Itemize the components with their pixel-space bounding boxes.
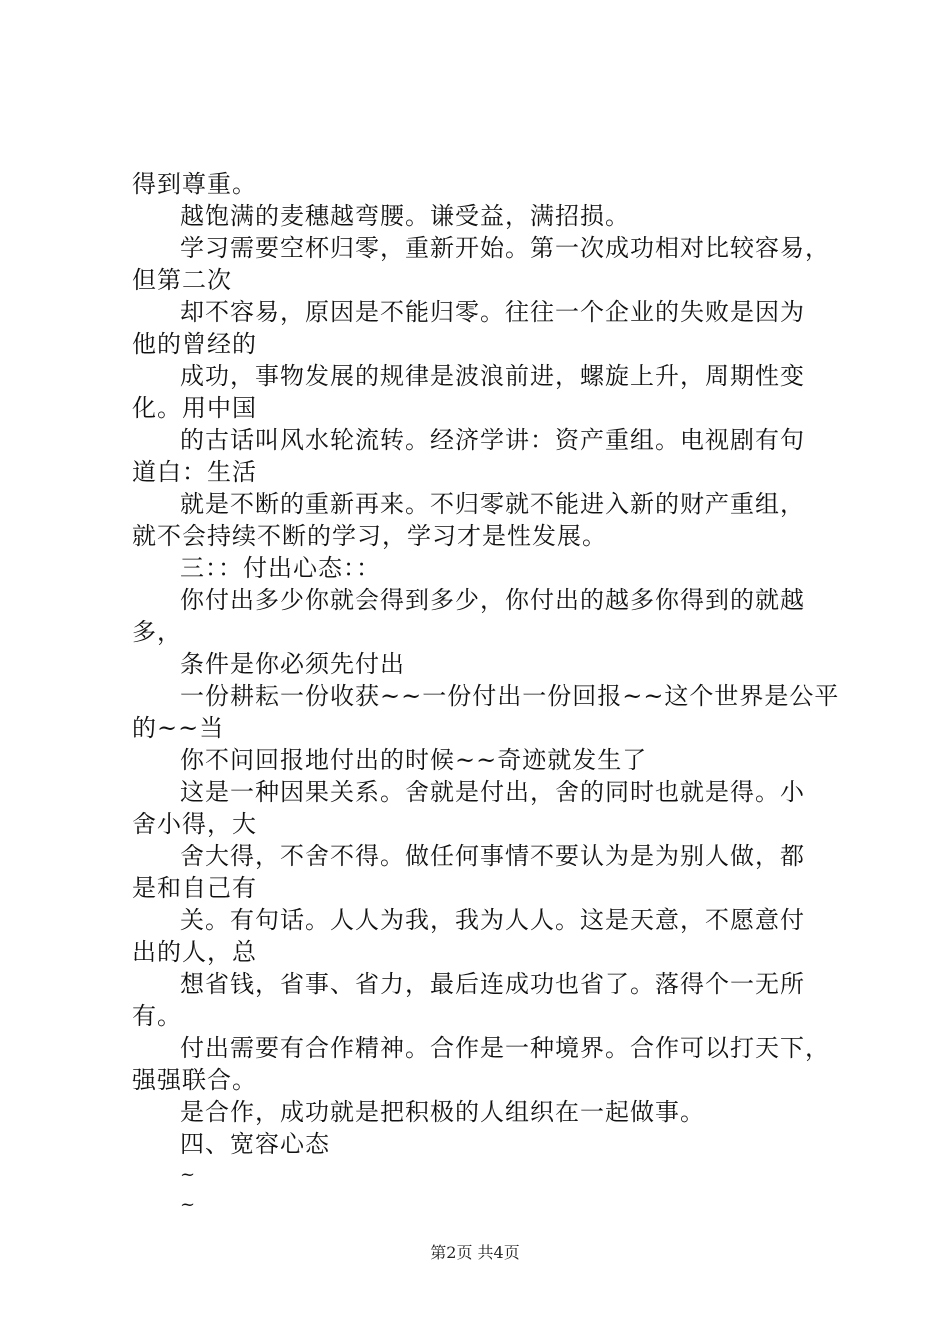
text-line: 得到尊重。	[132, 170, 257, 198]
text-line: 舍大得，不舍不得。做任何事情不要认为是为别人做，都	[180, 842, 805, 870]
text-line: 却不容易，原因是不能归零。往往一个企业的失败是因为	[180, 298, 805, 326]
text-line: 这是一种因果关系。舍就是付出，舍的同时也就是得。小	[180, 778, 805, 806]
text-line: 的~~当	[132, 714, 225, 742]
text-line: 一份耕耘一份收获~~一份付出一份回报~~这个世界是公平	[180, 682, 840, 710]
tilde-mark: ~	[180, 1194, 197, 1215]
tilde-mark: ~	[180, 1164, 197, 1185]
page-footer: 第2页 共4页	[430, 1243, 520, 1262]
text-line: 他的曾经的	[132, 330, 257, 358]
text-line: 强强联合。	[132, 1066, 257, 1094]
text-line: 是和自己有	[132, 874, 257, 902]
text-line: 想省钱，省事、省力，最后连成功也省了。落得个一无所	[180, 970, 805, 998]
text-line: 条件是你必须先付出	[180, 650, 405, 678]
document-body	[132, 168, 842, 1220]
text-line: 多，	[132, 618, 182, 646]
text-line: 付出需要有合作精神。合作是一种境界。合作可以打天下，	[180, 1034, 830, 1062]
text-line: 有。	[132, 1002, 182, 1030]
text-line: 你付出多少你就会得到多少，你付出的越多你得到的就越	[180, 586, 805, 614]
text-line: 舍小得，大	[132, 810, 257, 838]
text-line: 出的人，总	[132, 938, 257, 966]
text-line: 就不会持续不断的学习，学习才是性发展。	[132, 522, 607, 550]
section-heading: 四、宽容心态	[180, 1130, 330, 1158]
text-line: 越饱满的麦穗越弯腰。谦受益，满招损。	[180, 202, 630, 230]
text-line: 就是不断的重新再来。不归零就不能进入新的财产重组，	[180, 490, 805, 518]
text-line: 的古话叫风水轮流转。经济学讲：资产重组。电视剧有句	[180, 426, 805, 454]
text-line: 学习需要空杯归零，重新开始。第一次成功相对比较容易，	[180, 234, 830, 262]
text-line: 但第二次	[132, 266, 232, 294]
text-line: 成功，事物发展的规律是波浪前进，螺旋上升，周期性变	[180, 362, 805, 390]
text-line: 你不问回报地付出的时候~~奇迹就发生了	[180, 746, 648, 774]
section-heading: 三：：付出心态：：	[180, 554, 381, 582]
text-line: 关。有句话。人人为我，我为人人。这是天意，不愿意付	[180, 906, 805, 934]
text-line: 道白：生活	[132, 458, 257, 486]
text-line: 是合作，成功就是把积极的人组织在一起做事。	[180, 1098, 705, 1126]
text-line: 化。用中国	[132, 394, 257, 422]
